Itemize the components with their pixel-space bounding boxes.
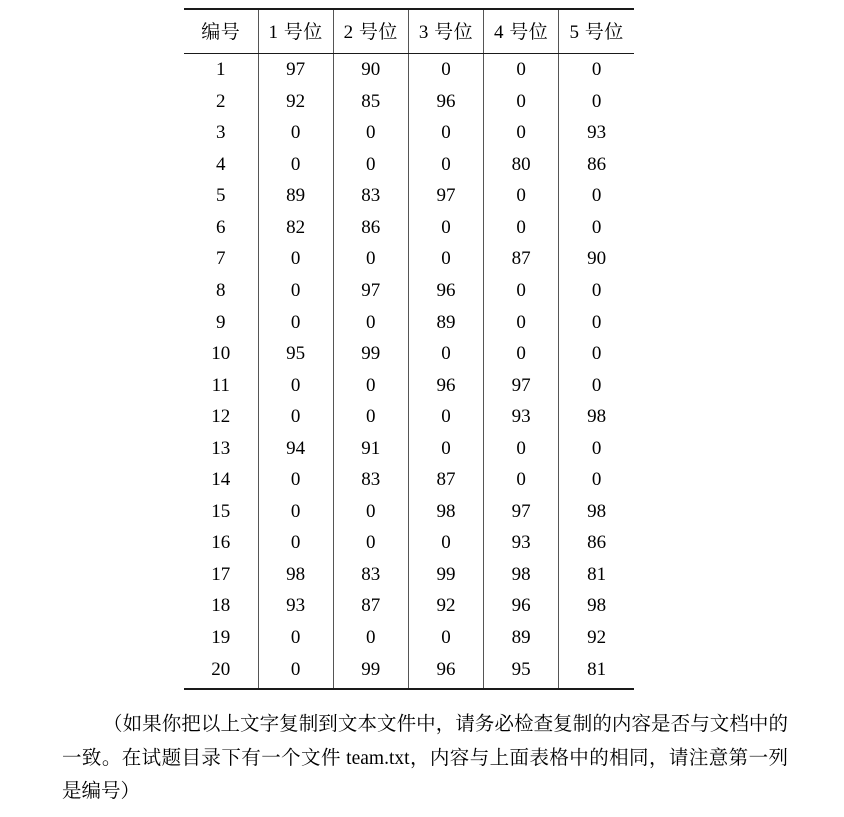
table-row [184,149,634,181]
cell-score: 98 [258,559,333,591]
table-row [184,275,634,307]
column-header-pos-1: 1 号位 [258,9,333,54]
cell-score: 0 [258,306,333,338]
cell-score: 92 [258,86,333,118]
column-header-pos-5: 5 号位 [559,9,634,54]
cell-id: 9 [216,311,226,333]
column-header-id: 编号 [184,9,258,54]
cell-score: 83 [333,464,408,496]
column-header-pos-3: 3 号位 [408,9,483,54]
cell-score: 89 [408,306,483,338]
cell-score: 97 [408,180,483,212]
cell-score: 87 [408,464,483,496]
cell-score: 86 [559,149,634,181]
cell-score: 0 [333,496,408,528]
cell-score: 0 [258,275,333,307]
table-body [184,54,634,689]
cell-score: 0 [333,306,408,338]
cell-score: 0 [484,306,559,338]
cell-score: 0 [408,338,483,370]
cell-score: 0 [484,180,559,212]
cell-score: 97 [484,496,559,528]
table-row [184,433,634,465]
cell-id: 7 [216,248,226,270]
cell-score: 0 [258,527,333,559]
cell-score: 0 [559,212,634,244]
cell-score: 0 [408,527,483,559]
cell-id: 8 [216,280,226,302]
cell-score: 0 [333,117,408,149]
cell-score: 98 [559,590,634,622]
cell-score: 92 [408,590,483,622]
cell-score: 99 [408,559,483,591]
cell-score: 85 [333,86,408,118]
cell-score: 0 [484,54,559,86]
cell-score: 97 [484,369,559,401]
cell-id: 20 [184,653,258,688]
cell-id: 18 [211,595,231,617]
cell-score: 97 [333,275,408,307]
table-row [184,527,634,559]
cell-score: 98 [484,559,559,591]
cell-score: 0 [258,464,333,496]
column-header-pos-2: 2 号位 [333,9,408,54]
cell-score: 0 [408,622,483,654]
cell-score: 0 [333,527,408,559]
cell-id: 15 [211,500,231,522]
score-table [184,8,634,690]
cell-score: 0 [258,622,333,654]
cell-score: 0 [408,243,483,275]
table-row [184,369,634,401]
cell-score: 0 [484,433,559,465]
table-header-row [184,9,634,54]
table-row [184,306,634,338]
cell-score: 93 [559,117,634,149]
cell-score: 81 [559,559,634,591]
cell-score: 86 [333,212,408,244]
cell-score: 96 [408,369,483,401]
cell-score: 98 [559,496,634,528]
note-paragraph: （如果你把以上文字复制到文本文件中，请务必检查复制的内容是否与文档中的一致。在试题目录下有一个文件 team.txt，内容与上面表格中的相同，请注意第一列是编号） [62,714,788,802]
cell-score: 0 [559,180,634,212]
cell-id: 4 [216,153,226,175]
cell-id: 3 [216,122,226,144]
cell-score: 90 [333,54,408,86]
cell-score: 80 [484,149,559,181]
table-row [184,86,634,118]
cell-score: 0 [559,369,634,401]
table-row [184,590,634,622]
cell-score: 0 [258,653,333,688]
cell-score: 0 [559,54,634,86]
cell-score: 0 [484,464,559,496]
cell-score: 0 [559,464,634,496]
table-row [184,464,634,496]
cell-score: 0 [408,54,483,86]
cell-score: 96 [484,590,559,622]
cell-id: 13 [211,437,231,459]
cell-score: 0 [484,117,559,149]
cell-score: 98 [559,401,634,433]
cell-score: 96 [408,86,483,118]
cell-score: 89 [484,622,559,654]
cell-score: 0 [333,369,408,401]
cell-score: 0 [408,212,483,244]
cell-score: 81 [559,653,634,688]
cell-score: 83 [333,559,408,591]
cell-score: 83 [333,180,408,212]
cell-score: 0 [258,149,333,181]
cell-score: 0 [258,496,333,528]
cell-id: 11 [211,374,230,396]
cell-score: 94 [258,433,333,465]
cell-score: 82 [258,212,333,244]
table-row [184,622,634,654]
cell-id: 14 [211,469,231,491]
cell-score: 0 [559,275,634,307]
cell-id: 5 [216,185,226,207]
table-row [184,401,634,433]
table-row [184,496,634,528]
cell-score: 0 [559,433,634,465]
cell-score: 92 [559,622,634,654]
cell-id: 17 [211,563,231,585]
cell-score: 0 [333,401,408,433]
cell-id: 2 [216,90,226,112]
cell-score: 0 [258,369,333,401]
cell-score: 93 [484,401,559,433]
cell-score: 0 [333,622,408,654]
cell-score: 95 [258,338,333,370]
table-row [184,117,634,149]
cell-score: 0 [559,338,634,370]
table-row [184,243,634,275]
cell-score: 96 [408,275,483,307]
table-row [184,653,634,688]
table-row [184,559,634,591]
cell-score: 91 [333,433,408,465]
table-row [184,212,634,244]
cell-score: 0 [484,86,559,118]
cell-score: 0 [559,86,634,118]
cell-score: 97 [258,54,333,86]
cell-id: 16 [211,532,231,554]
table-row [184,180,634,212]
cell-score: 0 [408,117,483,149]
cell-id: 6 [216,216,226,238]
cell-score: 96 [408,653,483,688]
cell-score: 89 [258,180,333,212]
cell-score: 98 [408,496,483,528]
cell-score: 0 [408,401,483,433]
cell-score: 0 [408,149,483,181]
cell-score: 0 [408,433,483,465]
cell-score: 93 [258,590,333,622]
cell-score: 90 [559,243,634,275]
cell-score: 87 [333,590,408,622]
cell-score: 0 [559,306,634,338]
cell-score: 0 [333,243,408,275]
cell-id: 1 [216,59,226,81]
cell-id: 19 [211,627,231,649]
table-header [184,9,634,54]
cell-id: 12 [211,406,231,428]
cell-score: 86 [559,527,634,559]
cell-score: 0 [333,149,408,181]
cell-score: 0 [258,243,333,275]
cell-score: 0 [258,401,333,433]
score-table-container [184,8,634,690]
cell-score: 0 [484,212,559,244]
cell-score: 99 [333,653,408,688]
cell-score: 0 [258,117,333,149]
cell-score: 95 [484,653,559,688]
cell-score: 93 [484,527,559,559]
table-row [184,338,634,370]
table-row [184,54,634,86]
column-header-pos-4: 4 号位 [484,9,559,54]
cell-score: 87 [484,243,559,275]
cell-score: 0 [484,338,559,370]
cell-score: 99 [333,338,408,370]
cell-id: 10 [211,343,231,365]
cell-score: 0 [484,275,559,307]
